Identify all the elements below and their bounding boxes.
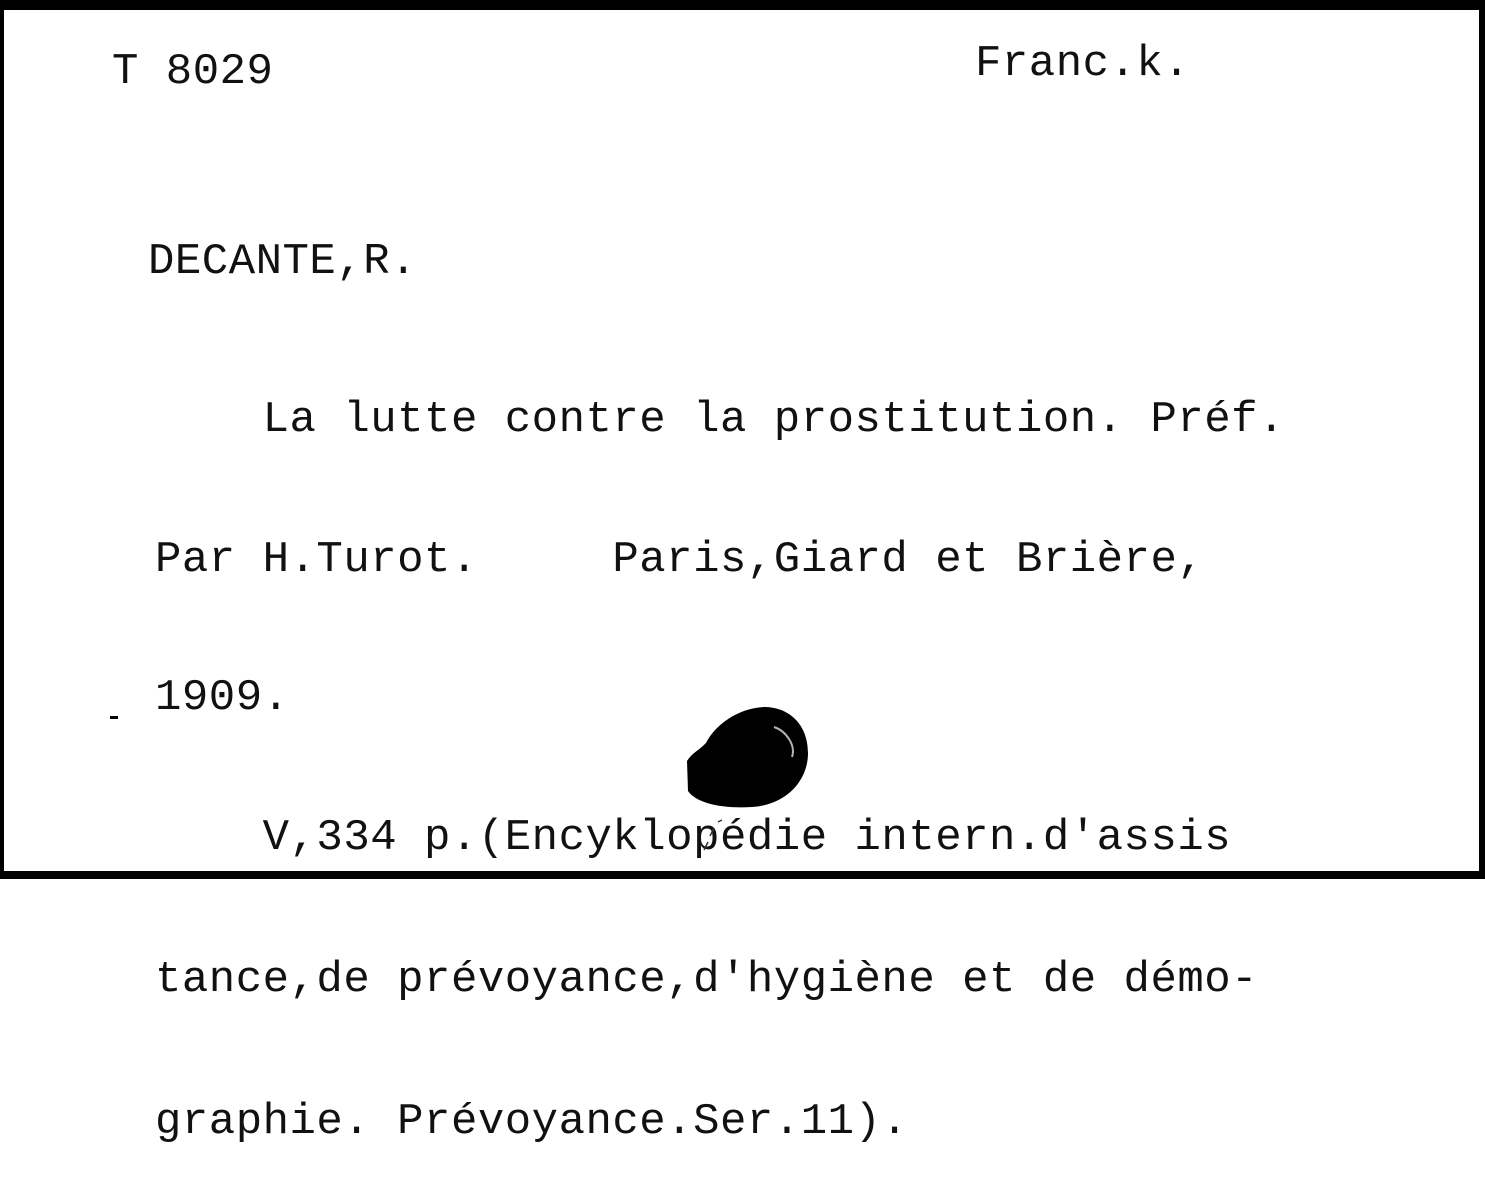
author-heading: DECANTE,R.	[148, 237, 418, 287]
location-code: Franc.k.	[975, 39, 1191, 89]
description-line: 1909.	[155, 673, 290, 723]
stray-mark	[110, 716, 118, 719]
description-line: V,334 p.(Encyklopédie intern.d'assis	[155, 813, 1232, 863]
description-line: La lutte contre la prostitution. Préf.	[155, 395, 1285, 445]
call-number: T 8029	[112, 47, 274, 97]
stray-mark	[700, 818, 724, 852]
description-line: Par H.Turot. Paris,Giard et Brière,	[155, 535, 1205, 585]
description-line: graphie. Prévoyance.Ser.11).	[155, 1097, 909, 1147]
punch-hole	[686, 705, 810, 809]
description-line: tance,de prévoyance,d'hygiène et de démo-	[155, 955, 1259, 1005]
